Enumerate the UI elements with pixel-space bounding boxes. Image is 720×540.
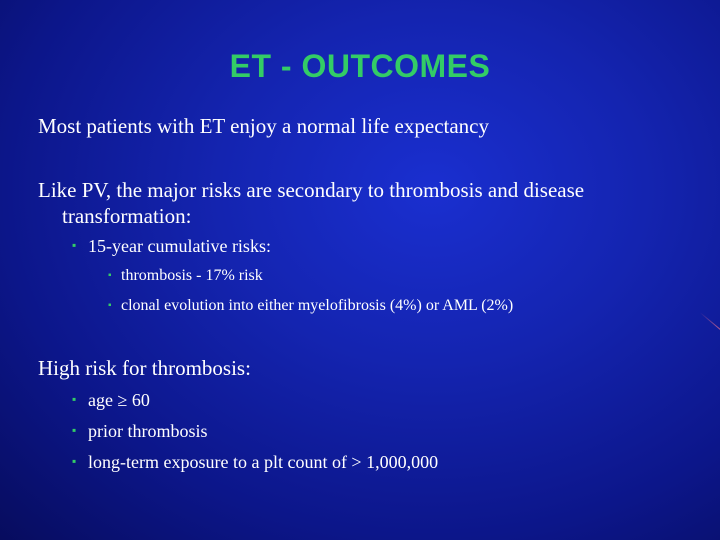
square-bullet-icon: ▪ [72, 238, 77, 252]
sub-bullet-item-label: thrombosis - 17% risk [121, 267, 263, 284]
paragraph-high-risk: High risk for thrombosis: [38, 356, 251, 380]
bullet-item-plt-count [72, 453, 438, 471]
sub-bullet-item-clonal-evolution [108, 298, 513, 314]
bullet-item-label: long-term exposure to a plt count of > 1,000,000 [88, 452, 439, 472]
decorative-streak [700, 312, 720, 332]
bullet-item-label: age ≥ 60 [88, 390, 150, 410]
paragraph-major-risks-line1: Like PV, the major risks are secondary to thrombosis and disease [38, 178, 585, 202]
bullet-item-cumulative-risks [72, 237, 271, 255]
bullet-item-age [72, 391, 150, 409]
bullet-item-label: prior thrombosis [88, 421, 208, 441]
square-bullet-icon: ▪ [108, 300, 112, 311]
bullet-item-prior-thrombosis [72, 422, 208, 440]
paragraph-major-risks-line2: transformation: [62, 204, 192, 228]
sub-bullet-item-label: clonal evolution into either myelofibrosis (4%) or AML (2%) [121, 297, 514, 314]
slide-title: ET - OUTCOMES [229, 48, 491, 84]
square-bullet-icon: ▪ [72, 423, 77, 437]
bullet-item-label: 15-year cumulative risks: [88, 236, 271, 256]
square-bullet-icon: ▪ [72, 454, 77, 468]
square-bullet-icon: ▪ [108, 270, 112, 281]
sub-bullet-item-thrombosis [108, 268, 263, 284]
square-bullet-icon: ▪ [72, 392, 77, 406]
paragraph-life-expectancy: Most patients with ET enjoy a normal life expectancy [38, 114, 489, 138]
